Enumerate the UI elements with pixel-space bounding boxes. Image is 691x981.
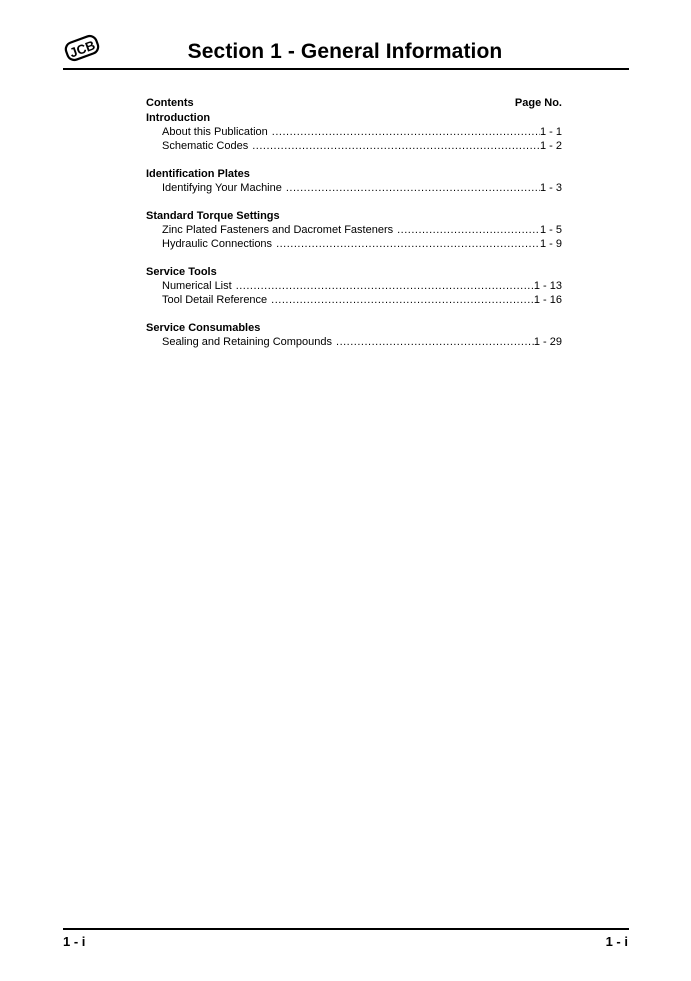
toc-entry-title: Zinc Plated Fasteners and Dacromet Fasteners: [162, 224, 394, 236]
toc-group-service-consumables: [146, 321, 562, 349]
toc-entry[interactable]: [146, 293, 562, 307]
toc-entry-page: 1 - 2: [539, 140, 562, 152]
toc-entry-title: Identifying Your Machine: [162, 182, 282, 194]
toc-group-identification-plates: [146, 167, 562, 195]
toc-entry-page: 1 - 1: [539, 126, 562, 138]
toc-group-standard-torque-settings: [146, 209, 562, 251]
toc-entry[interactable]: [146, 279, 562, 293]
toc-group-title: Introduction: [146, 112, 211, 124]
toc-group-title: Service Consumables: [146, 322, 261, 334]
table-of-contents: [146, 95, 562, 349]
toc-entry-page: 1 - 16: [533, 294, 562, 306]
footer-page-number-left: 1 - i: [63, 934, 86, 949]
dot-leader: [336, 335, 534, 349]
toc-entry[interactable]: [146, 237, 562, 251]
toc-entry-title: About this Publication: [162, 126, 268, 138]
toc-entry-page: 1 - 29: [533, 336, 562, 348]
dot-leader: [397, 223, 540, 237]
toc-entry[interactable]: [146, 125, 562, 139]
contents-label: Contents: [146, 97, 194, 109]
dot-leader: [272, 125, 540, 139]
toc-group-title: Standard Torque Settings: [146, 210, 280, 222]
jcb-logo-icon: [63, 33, 101, 63]
toc-header: [146, 95, 562, 111]
toc-group-introduction: [146, 111, 562, 153]
jcb-logo: [63, 33, 101, 63]
page-no-label: Page No.: [514, 97, 562, 109]
header-divider: [63, 68, 629, 70]
toc-group-title: Service Tools: [146, 266, 217, 278]
dot-leader: [271, 293, 534, 307]
toc-entry-title: Tool Detail Reference: [162, 294, 268, 306]
toc-entry[interactable]: [146, 223, 562, 237]
toc-entry-page: 1 - 13: [533, 280, 562, 292]
toc-group-title: Identification Plates: [146, 168, 250, 180]
toc-entry-page: 1 - 9: [539, 238, 562, 250]
toc-entry-title: Schematic Codes: [162, 140, 249, 152]
dot-leader: [236, 279, 534, 293]
toc-group-service-tools: [146, 265, 562, 307]
toc-entry[interactable]: [146, 181, 562, 195]
toc-entry-page: 1 - 3: [539, 182, 562, 194]
toc-entry[interactable]: [146, 139, 562, 153]
jcb-logo-lettering: JCB: [67, 37, 98, 61]
dot-leader: [286, 181, 540, 195]
page-title: Section 1 - General Information: [187, 40, 503, 63]
dot-leader: [252, 139, 540, 153]
toc-entry-title: Sealing and Retaining Compounds: [162, 336, 333, 348]
toc-entry-title: Hydraulic Connections: [162, 238, 273, 250]
toc-entry[interactable]: [146, 335, 562, 349]
footer-page-number-right: 1 - i: [605, 934, 628, 949]
toc-entry-page: 1 - 5: [539, 224, 562, 236]
footer-divider: [63, 928, 629, 930]
dot-leader: [276, 237, 540, 251]
toc-entry-title: Numerical List: [162, 280, 232, 292]
